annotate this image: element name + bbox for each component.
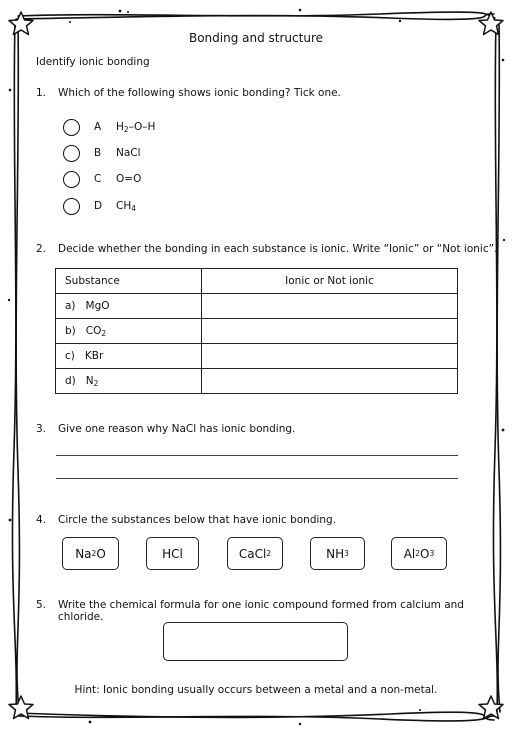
option-c[interactable] <box>63 169 141 189</box>
question-1-number: 1. <box>36 87 47 99</box>
option-formula: NaCl <box>116 147 141 159</box>
tick-circle[interactable] <box>63 145 80 162</box>
question-2-text: Decide whether the bonding in each substance is ionic. Write “Ionic” or “Not ionic”. <box>58 243 498 255</box>
option-letter: B <box>94 147 102 159</box>
star-icon <box>9 696 33 719</box>
substance-cell: c) KBr <box>56 344 202 369</box>
question-3-number: 3. <box>36 423 47 435</box>
option-letter: D <box>94 200 103 212</box>
column-header: Substance <box>56 269 202 294</box>
answer-line[interactable] <box>56 455 458 456</box>
option-d[interactable] <box>63 196 136 216</box>
answer-cell[interactable] <box>202 319 458 344</box>
tick-circle[interactable] <box>63 171 80 188</box>
option-formula: O=O <box>116 173 142 185</box>
substance-box[interactable]: Al 2 O 3 <box>391 537 447 570</box>
hint-text: Hint: Ionic bonding usually occurs between a metal and a non-metal. <box>74 684 438 696</box>
substance-cell: b) $CO_2$ <box>56 319 202 344</box>
question-5-text: Write the chemical formula for one ionic compound formed from calcium and chloride. <box>58 599 464 623</box>
substance-cell: a) MgO <box>56 294 202 319</box>
substance-box[interactable]: Na 2 O <box>62 537 119 570</box>
column-header: Ionic or Not ionic <box>202 269 458 294</box>
question-1-text: Which of the following shows ionic bonding? Tick one. <box>58 87 341 99</box>
question-3-text: Give one reason why NaCl has ionic bonding. <box>58 423 296 435</box>
option-a[interactable] <box>63 117 155 137</box>
page-subtitle: Identify ionic bonding <box>36 56 150 68</box>
option-letter: A <box>94 121 102 133</box>
substance-cell: d) $N_2$ <box>56 369 202 394</box>
table-row <box>56 294 458 319</box>
option-letter: C <box>94 173 102 185</box>
answer-cell[interactable] <box>202 369 458 394</box>
substance-table <box>55 268 458 394</box>
question-5-number: 5. <box>36 599 47 611</box>
answer-cell[interactable] <box>202 344 458 369</box>
formula-answer-box[interactable] <box>163 622 348 661</box>
answer-line[interactable] <box>56 478 458 479</box>
question-4-number: 4. <box>36 514 47 526</box>
option-formula: $H_2-O-H$ <box>116 121 156 134</box>
substance-box[interactable]: CaCl 2 <box>227 537 283 570</box>
option-formula: $CH_4$ <box>116 200 137 213</box>
table-row <box>56 369 458 394</box>
question-4-text: Circle the substances below that have ionic bonding. <box>58 514 337 526</box>
option-b[interactable] <box>63 143 141 163</box>
table-row <box>56 344 458 369</box>
substance-box[interactable]: NH 3 <box>310 537 365 570</box>
answer-cell[interactable] <box>202 294 458 319</box>
substance-box[interactable]: HCl <box>146 537 199 570</box>
page-title: Bonding and structure <box>188 31 323 45</box>
tick-circle[interactable] <box>63 119 80 136</box>
table-row <box>56 319 458 344</box>
tick-circle[interactable] <box>63 198 80 215</box>
question-2-number: 2. <box>36 243 47 255</box>
table-header-row <box>56 269 458 294</box>
